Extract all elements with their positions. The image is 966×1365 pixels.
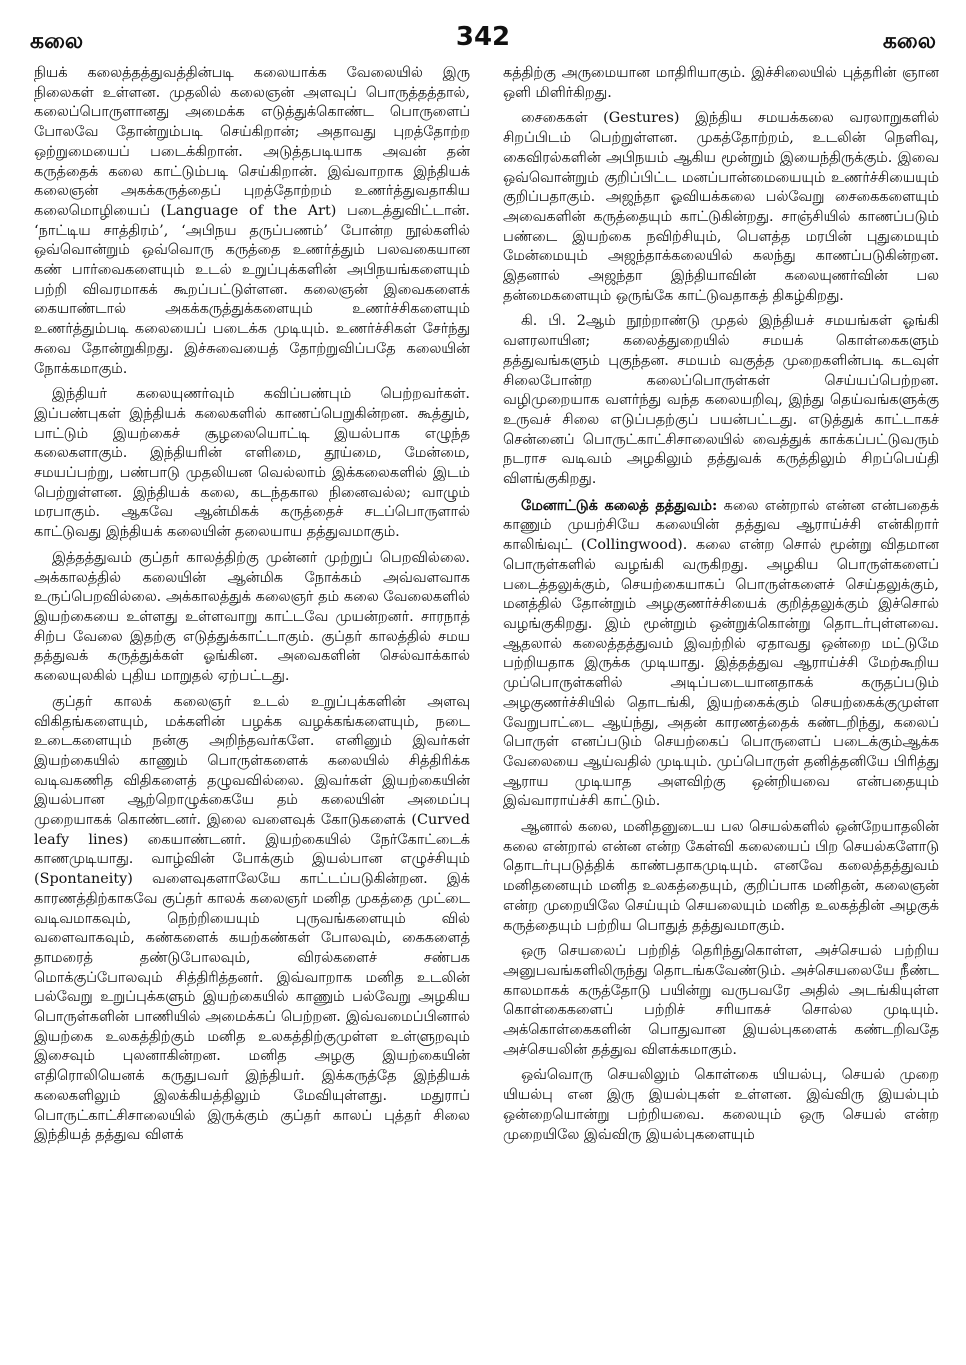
left-column — [34, 64, 470, 1354]
paragraph: ஒரு செயலைப் பற்றித் தெரிந்துகொள்ள, அச்செயல் பற்றிய அனுபவங்களிலிருந்து தொடங்கவேண்டும். அச்செயலையே நீண்ட காலமாகக் கருத்தோடு பயின்று வருபவரே அதில் அடங்கியுள்ள கொள்கைகளைப் பற்றிச் சரியாகச் சொல்ல முடியும். அக்கொள்கைகளின் பொதுவான இயல்புகளைக் கண்டறிவதே அச்செயலின் தத்துவ விளக்கமாகும். — [503, 943, 939, 1058]
section-paragraph — [503, 496, 939, 812]
section-body: கலை என்றால் என்ன என்பதைக் காணும் முயற்சியே கலையின் தத்துவ ஆராய்ச்சி என்கிறார் காலிங்வுட் (Collingwood). கலை என்ற சொல் மூன்று விதமான பொருள்களில் வழங்கி வருகிறது. அழகிய பொருள்களைப் படைத்தலுக்கும், செயற்கையாகப் பொருள்களைச் செய்தலுக்கும், மனத்தில் தோன்றும் அழகுணர்ச்சியைக் குறித்தலுக்கும் இச்சொல் வழங்குகிறது. இம் மூன்றும் ஒன்றுக்கொன்று தொடர்புள்ளவை. ஆதலால் கலைத்தத்துவம் இவற்றில் ஏதாவது ஒன்றை மட்டுமே பற்றியதாக இருக்க முடியாது. இத்தத்துவ ஆராய்ச்சி மேற்கூறிய முப்பொருள்களில் அடிப்படையானதாகக் கருதப்படும் அழகுணர்ச்சியில் தொடங்கி, இயற்கைக்கும் செயற்கைக்குமுள்ள வேறுபாட்டை ஆய்ந்து, அதன் காரணத்தைக் கண்டறிந்து, கலைப் பொருள் எனப்படும் செயற்கைப் பொருளைப் படைக்கும்ஆக்க வேலையை ஆய்வதில் முடியும். முப்பொருள் தனித்தனியே பிரித்து ஆராய முடியாத அளவிற்கு ஒன்றியவை என்பதையும் இவ்வாராய்ச்சி காட்டும். — [503, 497, 939, 810]
paragraph: சைகைகள் (Gestures) இந்திய சமயக்கலை வரலாறுகளில் சிறப்பிடம் பெற்றுள்ளன. முகத்தோற்றம், உடலின் நெளிவு, கைவிரல்களின் அபிநயம் ஆகிய மூன்றும் இயைந்திருக்கும். இவை ஒவ்வொன்றும் குறிப்பிட்ட மனப்பான்மையையும் உணர்ச்சியையும் குறிப்பதாகும். அஜந்தா ஓவியக்கலை பல்வேறு சைகைகளையும் அவைகளின் கருத்தையும் காட்டுகின்றது. சாஞ்சியில் காணப்படும் பண்டை இயற்கை நவிற்சியும், பௌத்த மரபின் புதுமையும் மேன்மையும் அஜந்தாக்கலையில் கலந்து காணப்படுகின்றன. இதனால் அஜந்தா இந்தியாவின் கலையுணர்வின் பல தன்மைகளையும் ஒருங்கே காட்டுவதாகத் திகழ்கிறது. — [503, 110, 939, 304]
running-title-left: கலை — [30, 28, 84, 54]
section-heading: மேனாட்டுக் கலைத் தத்துவம்: — [521, 496, 718, 514]
paragraph: கத்திற்கு அருமையான மாதிரியாகும். இச்சிலையில் புத்தரின் ஞான ஒளி மிளிர்கிறது. — [503, 65, 939, 101]
paragraph: நியக் கலைத்தத்துவத்தின்படி கலையாக்க வேலையில் இரு நிலைகள் உள்ளன. முதலில் கலைஞன் அளவுப் பொருத்தத்தால், கலைப்பொருளானது அமைக்க எடுத்துக்கொண்ட பொருளைப் போலவே தோன்றும்படி செய்கிறான்; அதாவது புறத்தோற்ற ஒற்றுமையைப் படைக்கிறான். அடுத்தபடியாக அவன் தன் கருத்தைக் கலை காட்டும்படி செய்கிறான். இவ்வாறாக இந்தியக் கலைஞன் அகக்கருத்தைப் புறத்தோற்றம் உணர்த்துவதாகிய கலைமொழியைப் (Language of the Art) படைத்துவிட்டான். ‘நாட்டிய சாத்திரம்’, ‘அபிநய தருப்பணம்’ போன்ற நூல்களில் ஒவ்வொன்றும் ஒவ்வொரு கருத்தை உணர்த்தும் பலவகையான கண் பார்வைகளையும் உடல் உறுப்புக்களின் அபிநயங்களையும் பற்றி விவரமாகக் கூறப்பட்டுள்ளன. கலைஞன் இவைகளைக் கையாண்டால் அகக்கருத்துக்களையும் உணர்ச்சிகளையும் உணர்த்தும்படி கலையைப் படைக்க முடியும். உணர்ச்சிகள் சேர்ந்து சுவை தோன்றுகிறது. இச்சுவையைத் தோற்றுவிப்பதே கலையின் நோக்கமாகும். — [34, 65, 470, 377]
page-header — [30, 22, 936, 62]
right-column — [503, 64, 939, 1354]
paragraph: கி. பி. 2ஆம் நூற்றாண்டு முதல் இந்தியச் சமயங்கள் ஓங்கி வளரலாயின; கலைத்துறையில் சமயக் கொள்கைகளும் தத்துவங்களும் புகுந்தன. சமயம் வகுத்த முறைகளின்படி கடவுள் சிலைபோன்ற கலைப்பொருள்கள் செய்யப்பெற்றன. வழிமுறையாக வளர்ந்து வந்த கலையறிவு, இந்து தெய்வங்களுக்கு உருவச் சிலை எடுப்பதற்குப் பயன்பட்டது. எடுத்துக் காட்டாகச் சென்னைப் பொருட்காட்சிசாலையில் வைத்துக் காக்கப்பட்டுவரும் நடராச வடிவம் அழகிலும் தத்துவக் கருத்திலும் சிறப்பெய்தி விளங்குகிறது. — [503, 313, 939, 488]
paragraph: இந்தியர் கலையுணர்வும் கவிப்பண்பும் பெற்றவர்கள். இப்பண்புகள் இந்தியக் கலைகளில் காணப்பெறுகின்றன. கூத்தும், பாட்டும் இயற்கைச் சூழலையொட்டி இயல்பாக எழுந்த கலைகளாகும். இந்தியரின் எளிமை, தூய்மை, மேன்மை, சமயப்பற்று, பண்பாடு முதலியன வெல்லாம் இக்கலைகளில் இடம் பெற்றுள்ளன. இந்தியக் கலை, கடந்தகால நினைவல்ல; வாழும் மரபாகும். ஆகவே ஆன்மிகக் கருத்தைச் சடப்பொருளால் காட்டுவது இந்தியக் கலையின் தலையாய தத்துவமாகும். — [34, 386, 470, 541]
page-number: 342 — [455, 22, 511, 52]
paragraph: ஆனால் கலை, மனிதனுடைய பல செயல்களில் ஒன்றேயாதலின் கலை என்றால் என்ன என்ற கேள்வி கலையைப் பிற செயல்களோடு தொடர்புபடுத்திக் காண்பதாகமுடியும். எனவே கலைத்தத்துவம் மனிதனையும் மனித உலகத்தையும், குறிப்பாக மனிதன், கலைஞன் என்ற முறையிலே செய்யும் செயலையும் மனித உலகத்தின் அழகுக் கருத்தையும் பற்றிய பொதுத் தத்துவமாகும். — [503, 819, 939, 934]
paragraph: ஒவ்வொரு செயலிலும் கொள்கை யியல்பு, செயல் முறை யியல்பு என இரு இயல்புகள் உள்ளன. இவ்விரு இயல்பும் ஒன்றையொன்று பற்றியவை. கலையும் ஒரு செயல் என்ற முறையிலே இவ்விரு இயல்புகளையும் — [503, 1067, 939, 1143]
paragraph: இத்தத்துவம் குப்தர் காலத்திற்கு முன்னர் முற்றுப் பெறவில்லை. அக்காலத்தில் கலையின் ஆன்மிக நோக்கம் அவ்வளவாக உருப்பெறவில்லை. அக்காலத்துக் கலைஞர் தம் கலை வேலைகளில் இயற்கையை உள்ளது உள்ளவாறு காட்டவே முயன்றனர். சாரநாத் சிற்ப வேலை இதற்கு எடுத்துக்காட்டாகும். குப்தர் காலத்தில் சமய தத்துவக் கருத்துக்கள் ஓங்கின. அவைகளின் செல்வாக்கால் கலையுலகில் புதிய மாறுதல் ஏற்பட்டது. — [34, 549, 470, 685]
paragraph: குப்தர் காலக் கலைஞர் உடல் உறுப்புக்களின் அளவு விகிதங்களையும், மக்களின் பழக்க வழக்கங்களையும், நடை உடைகளையும் நன்கு அறிந்தவர்களே. எனினும் இவர்கள் இயற்கையில் காணும் பொருள்களைக் கலையில் சித்திரிக்க வடிவகணித விதிகளைத் தழுவவில்லை. இவர்கள் இயற்கையின் இயல்பான ஆற்றொழுக்கையே தம் கலையின் அமைப்பு முறையாகக் கொண்டனர். இலை வளைவுக் கோடுகளைக் (Curved leafy lines) கையாண்டனர். இயற்கையில் நேர்கோட்டைக் காணமுடியாது. வாழ்வின் போக்கும் இயல்பான எழுச்சியும் (Spontaneity) வளைவுகளாலேயே காட்டப்படுகின்றன. இக் காரணத்திற்காகவே குப்தர் காலக் கலைஞர் மனித முகத்தை முட்டை வடிவமாகவும், நெற்றியையும் புருவங்களையும் வில் வளைவாகவும், கண்களைக் கயற்கண்கள் போலவும், கைகளைத் தாமரைத் தண்டுபோலவும், விரல்களைச் சண்பக மொக்குப்போலவும் சித்திரித்தனர். இவ்வாறாக மனித உடலின் பல்வேறு உறுப்புக்களும் இயற்கையில் காணும் பல்வேறு அழகிய பொருள்களின் பாணியில் அமைக்கப் பெற்றன. இவ்வமைப்பினால் இயற்கை உலகத்திற்கும் மனித உலகத்திற்குமுள்ள உள்ளுறவும் இசைவும் புலனாகின்றன. மனித அழகு இயற்கையின் எதிரொலியெனக் கருதுபவர் இந்தியர். இக்கருத்தே இந்தியக் கலைகளிலும் இலக்கியத்திலும் மேவியுள்ளது. மதுராப் பொருட்காட்சிசாலையில் இருக்கும் குப்தர் காலப் புத்தர் சிலை இந்தியத் தத்துவ விளக் — [34, 693, 470, 1144]
running-title-right: கலை — [882, 28, 936, 54]
